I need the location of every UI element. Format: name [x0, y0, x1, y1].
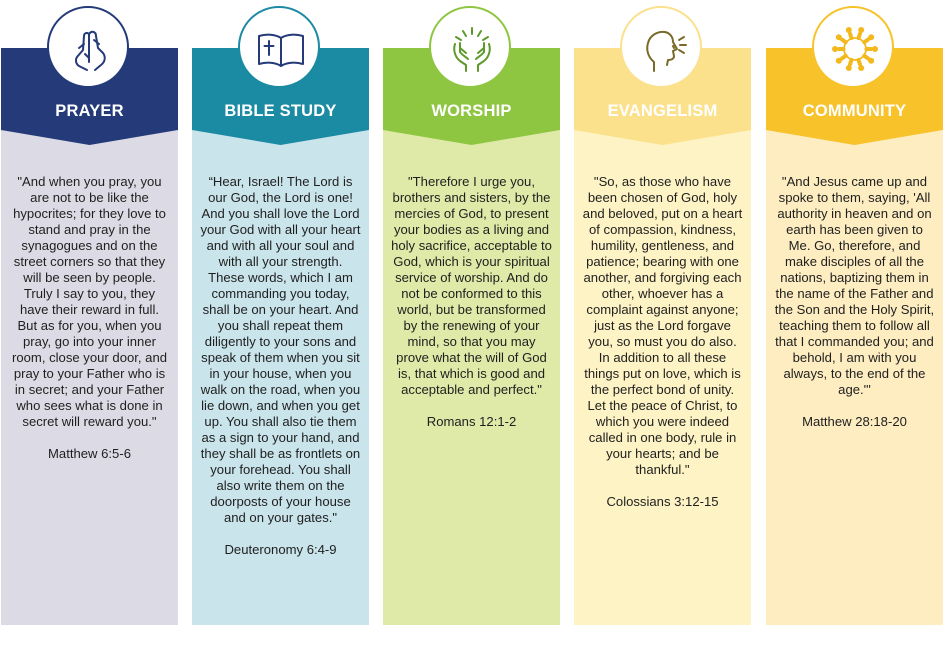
- person-body: [850, 34, 851, 38]
- scripture-quote: [774, 174, 935, 430]
- scripture-reference: Matthew 28:18-20: [802, 414, 907, 429]
- column-bible-study: [192, 0, 369, 625]
- person-body: [864, 56, 868, 59]
- scripture-reference: Colossians 3:12-15: [606, 494, 719, 509]
- person-body: [850, 60, 851, 64]
- quote-text: "And Jesus came up and spoke to them, saying, 'All authority in heaven and on earth has been given to Me. Go, therefore, and make disciples of all the nations, baptizing them in the name of the Father and the Son and the Holy Spirit, teaching them to follow all that I commanded you; and behold, I am with you always, to the end of the age.'": [774, 174, 935, 397]
- scripture-quote: [9, 174, 170, 462]
- person-body: [864, 40, 868, 43]
- scripture-quote: [391, 174, 552, 430]
- column-title: WORSHIP: [431, 102, 512, 120]
- scripture-quote: [582, 174, 743, 510]
- icon-circle: [429, 6, 511, 88]
- praying-hands-icon: [65, 24, 115, 74]
- person-body: [842, 40, 846, 43]
- scripture-reference: Matthew 6:5-6: [48, 446, 131, 461]
- column-prayer: [1, 0, 178, 625]
- quote-text: "So, as those who have been chosen of God, holy and beloved, put on a heart of compassion, kindness, humility, gentleness, and patience; bearing with one another, and forgiving each other, whoever has a complaint against anyone; just as the Lord forgave you, so must you do also. In addition to all these things put on love, which is the perfect bond of unity. Let the peace of Christ, to which you were indeed called in one body, rule in your hearts; and be thankful.": [582, 174, 743, 477]
- scripture-reference: Deuteronomy 6:4-9: [224, 542, 337, 557]
- icon-circle: [812, 6, 894, 88]
- person-body: [859, 34, 860, 38]
- quote-text: “Hear, Israel! The Lord is our God, the Lord is one! And you shall love the Lord your God with all your heart and with all your soul and with all your strength. These words, which I am commanding you today, shall be on your heart. And you shall repeat them diligently to your sons and speak of them when you sit in your house, when you walk on the road, when you lie down, and when you get up. You shall also tie them as a sign to your hand, and they shall be as frontlets on your forehead. You shall also write them on the doorposts of your house and on your gates.": [200, 174, 361, 525]
- icon-circle: [47, 6, 129, 88]
- column-evangelism: [574, 0, 751, 625]
- column-worship: [383, 0, 560, 625]
- icon-circle: [238, 6, 320, 88]
- speaking-head-icon: [638, 24, 688, 74]
- people-circle-icon: [830, 24, 880, 74]
- icon-circle: [620, 6, 702, 88]
- quote-text: "And when you pray, you are not to be like the hypocrites; for they love to stand and pray in the synagogues and on the street corners so that they will be seen by people. Truly I say to you, they have their reward in full. But as for you, when you pray, go into your inner room, close your door, and pray to your Father who is in secret; and your Father who sees what is done in secret will reward you.": [11, 174, 168, 429]
- raised-hands-icon: [447, 24, 497, 74]
- column-title: EVANGELISM: [607, 102, 718, 120]
- column-community: [766, 0, 943, 625]
- quote-text: "Therefore I urge you, brothers and sisters, by the mercies of God, to present your bodies as a living and holy sacrifice, acceptable to God, which is your spiritual service of worship. And do not be conformed to this world, but be transformed by the renewing of your mind, so that you may prove what the will of God is, that which is good and acceptable and perfect.": [391, 174, 552, 397]
- scripture-reference: Romans 12:1-2: [426, 414, 517, 429]
- open-bible-icon: [256, 24, 306, 74]
- scripture-quote: [200, 174, 361, 558]
- column-title: BIBLE STUDY: [224, 102, 337, 120]
- person-body: [859, 60, 860, 64]
- column-title: COMMUNITY: [802, 102, 907, 120]
- column-title: PRAYER: [55, 102, 124, 120]
- person-body: [842, 56, 846, 59]
